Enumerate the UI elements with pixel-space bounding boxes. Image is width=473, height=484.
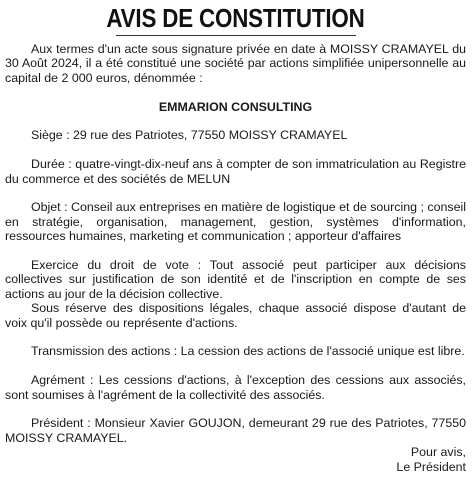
president-paragraph: Président : Monsieur Xavier GOUJON, demeurant 29 rue des Patriotes, 77550 MOISSY CRAMAYEL. [5,416,466,445]
company-name: EMMARION CONSULTING [158,99,313,114]
duree-paragraph: Durée : quatre-vingt-dix-neuf ans à compter de son immatriculation au Registre du commerce et des sociétés de MELUN [5,157,466,186]
signoff-pour-avis: Pour avis, [410,445,466,460]
objet-paragraph: Objet : Conseil aux entreprises en matière de logistique et de sourcing ; conseil en stratégie, organisation, management, gestion, systèmes d'information, ressources humaines, marketing et communication ; apporteur d'affaires [5,200,466,244]
intro-paragraph: Aux termes d'un acte sous signature privée en date à MOISSY CRAMAYEL du 30 Août 2024, il a été constitué une société par actions simplifiée unipersonnelle au capital de 2 000 euros, dénommée : [5,42,466,85]
agrement-paragraph: Agrément : Les cessions d'actions, à l'exception des cessions aux associés, sont soumises à l'agrément de la collectivité des associés. [5,373,466,402]
siege-paragraph: Siège : 29 rue des Patriotes, 77550 MOISSY CRAMAYEL [31,128,348,143]
signoff-le-president: Le Président [396,459,466,474]
title-underline [116,35,356,36]
droit-vote-paragraph: Exercice du droit de vote : Tout associé peut participer aux décisions collectives sur justification de son identité et de l'inscription en compte de ses actions au jour de la décision collective. [5,258,466,301]
dispositions-paragraph: Sous réserve des dispositions légales, chaque associé dispose d'autant de voix qu'il possède ou représente d'actions. [5,301,466,330]
transmission-paragraph: Transmission des actions : La cession des actions de l'associé unique est libre. [31,344,465,359]
notice-title: AVIS DE CONSTITUTION [106,3,365,33]
